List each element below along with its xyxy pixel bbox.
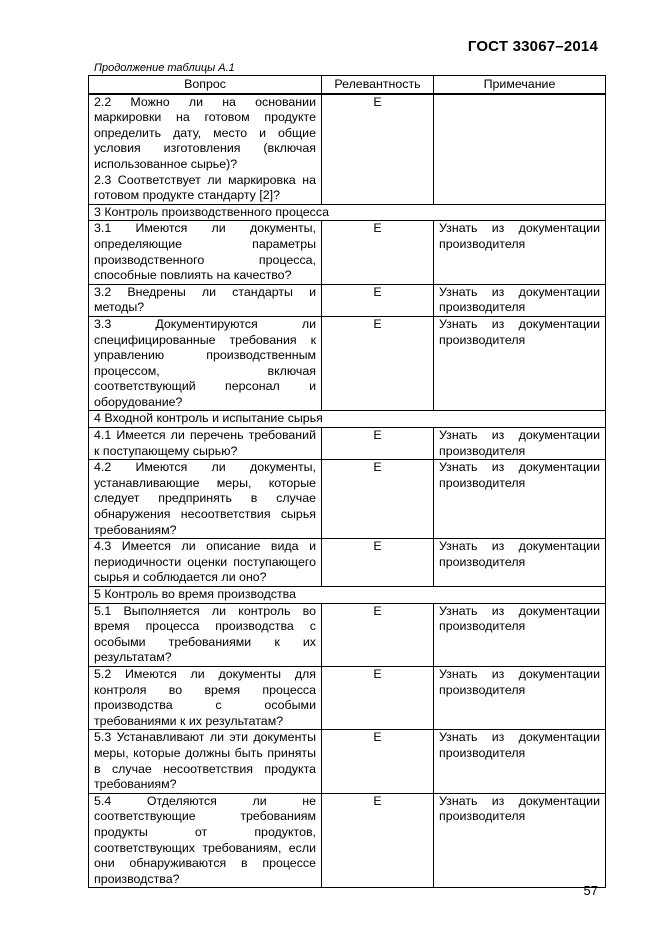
section-row [89,204,606,221]
question-cell [89,221,322,284]
relevance-cell: Е [322,460,434,539]
table-row [89,428,606,460]
note-cell: Узнать из документации производителя [434,793,606,888]
table-row [89,539,606,587]
question-text: 5.4 Отделяются ли не соответствующие требованиям продукты от продуктов, соответствующих требованиям, если они обнаруживаются в процессе производства? [94,793,316,886]
note-cell: Узнать из документации производителя [434,460,606,539]
question-cell [89,730,322,793]
question-text: 5.1 Выполняется ли контроль во время процесса производства с особыми требованиями к их результатам? [94,603,316,665]
relevance-cell: Е [322,428,434,460]
checklist-table [88,75,606,888]
page-number: 57 [583,883,598,898]
note-cell: Узнать из документации производителя [434,284,606,316]
note-cell [434,94,606,205]
table-row [89,793,606,888]
table-row [89,460,606,539]
table-row [89,94,606,205]
question-text: 5.2 Имеются ли документы для контроля во время процесса производства с особыми требованиями к их результатам? [94,666,316,728]
note-cell: Узнать из документации производителя [434,428,606,460]
section-title: 5 Контроль во время производства [89,587,606,604]
section-title: 3 Контроль производственного процесса [89,204,606,221]
relevance-cell: Е [322,793,434,888]
question-cell [89,460,322,539]
question-cell [89,793,322,888]
question-cell [89,603,322,666]
table-row [89,316,606,411]
column-header-relevance: Релевантность [322,76,434,94]
table-row [89,221,606,284]
question-cell [89,284,322,316]
question-cell [89,428,322,460]
column-header-note: Примечание [434,76,606,94]
note-cell: Узнать из документации производителя [434,316,606,411]
question-cell [89,539,322,587]
relevance-cell: Е [322,316,434,411]
question-text: 4.1 Имеется ли перечень требований к поступающему сырью? [94,428,316,458]
note-cell: Узнать из документации производителя [434,221,606,284]
section-row [89,587,606,604]
question-text: 4.3 Имеется ли описание вида и периодичности оценки поступающего сырья и соблюдается ли оно? [94,539,316,585]
note-cell: Узнать из документации производителя [434,603,606,666]
note-cell: Узнать из документации производителя [434,539,606,587]
relevance-cell: Е [322,730,434,793]
question-text: 5.3 Устанавливают ли эти документы меры, которые должны быть приняты в случае несоответствия продукта требованиям? [94,730,316,792]
relevance-cell: Е [322,221,434,284]
table-row [89,603,606,666]
column-header-question: Вопрос [89,76,322,94]
question-text: 2.3 Соответствует ли маркировка на готовом продукте стандарту [2]? [94,172,316,203]
relevance-cell: Е [322,666,434,729]
section-title: 4 Входной контроль и испытание сырья [89,411,606,428]
relevance-cell: Е [322,94,434,205]
question-text: 3.1 Имеются ли документы, определяющие параметры производственного процесса, способные повлиять на качество? [94,221,316,283]
table-caption: Продолжение таблицы А.1 [94,62,235,74]
question-text: 2.2 Можно ли на основании маркировки на готовом продукте определить дату, место и общие условия изготовления (включая использованное сырье)? [94,94,316,171]
section-row [89,411,606,428]
question-text: 4.2 Имеются ли документы, устанавливающие меры, которые следует предпринять в случае обнаружения несоответствия сырья требованиям? [94,460,316,537]
relevance-cell: Е [322,539,434,587]
question-cell [89,94,322,205]
table-row [89,730,606,793]
question-cell [89,316,322,411]
question-text: 3.3 Документируются ли специфицированные требования к управлению производственным процессом, включая соответствующий персонал и оборудование? [94,316,316,409]
question-text: 3.2 Внедрены ли стандарты и методы? [94,284,316,315]
relevance-cell: Е [322,284,434,316]
table-row [89,666,606,729]
note-cell: Узнать из документации производителя [434,666,606,729]
question-cell [89,666,322,729]
relevance-cell: Е [322,603,434,666]
table-header-row [89,76,606,94]
table-row [89,284,606,316]
document-standard-title: ГОСТ 33067–2014 [467,38,598,55]
note-cell: Узнать из документации производителя [434,730,606,793]
